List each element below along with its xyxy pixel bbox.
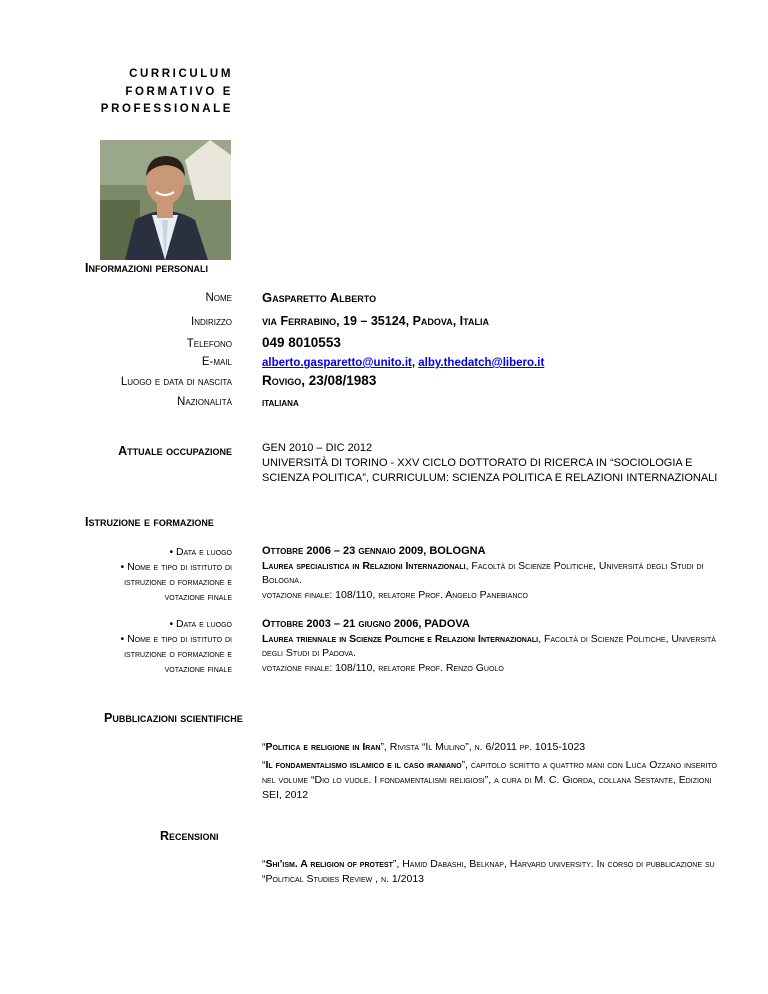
label-name: Nome bbox=[205, 292, 232, 304]
document-title: CURRICULUM FORMATIVO E PROFESSIONALE bbox=[100, 68, 233, 115]
education-date-place: Ottobre 2003 – 21 giugno 2006, PADOVA bbox=[262, 618, 470, 630]
email-link-libero[interactable]: alby.thedatch@libero.it bbox=[418, 357, 545, 369]
education-labels-2: • Data e luogo • Nome e tipo di istituto di istruzione o formazione e votazione finale bbox=[120, 618, 232, 675]
publication-item: “Politica e religione in Iran”, Rivista “Il Mulino”, n. 6/2011 pp. 1015-1023 bbox=[262, 741, 586, 753]
value-birth: Rovigo, 23/08/1983 bbox=[262, 373, 377, 388]
publication-item: “Il fondamentalismo islamico e il caso iraniano”, capitolo scritto a quattro mani con Luca Ozzano inserito nel volume “Dio lo vuole. I fondamentalismi religiosi”, a cura di M. C. Giorda, collana Sestante, Edizioni SEI, 2012 bbox=[262, 759, 717, 801]
education-institution: , Facoltà di Scienze Politiche, Università degli Studi di Bologna. bbox=[262, 559, 704, 586]
label-email: E-mail bbox=[201, 356, 232, 368]
education-labels-1: • Data e luogo • Nome e tipo di istituto di istruzione o formazione e votazione finale bbox=[120, 546, 232, 603]
education-date-place: Ottobre 2006 – 23 gennaio 2009, BOLOGNA bbox=[262, 545, 486, 557]
education-institution: , Facoltà di Scienze Politiche, Università degli Studi di Padova. bbox=[262, 632, 716, 659]
value-nationality: italiana bbox=[262, 395, 299, 409]
education-item-1 bbox=[262, 544, 722, 602]
review-title: Shi’ism. A religion of protest bbox=[265, 858, 393, 870]
section-header-reviews: Recensioni bbox=[160, 829, 219, 843]
label-phone: Telefono bbox=[186, 338, 232, 350]
education-degree: Laurea triennale in Scienze Politiche e Relazioni Internazionali bbox=[262, 632, 539, 645]
value-address: via Ferrabino, 19 – 35124, Padova, Italia bbox=[262, 314, 489, 328]
education-degree: Laurea specialistica in Relazioni Internazionali bbox=[262, 559, 466, 572]
label-nationality: Nazionalità bbox=[177, 396, 232, 408]
section-header-personal: Informazioni personali bbox=[85, 261, 208, 275]
occupation-description: UNIVERSITÀ DI TORINO - XXV CICLO DOTTORATO DI RICERCA IN “SOCIOLOGIA E SCIENZA POLITICA”, CURRICULUM: SCIENZA POLITICA E RELAZIONI INTERNAZIONALI bbox=[262, 457, 718, 484]
review-item: “Shi’ism. A religion of protest”, Hamid Dabashi, Belknap, Harvard university. In corso di pubblicazione su “Political Studies Review , n. 1/2013 bbox=[262, 858, 715, 885]
label-birth: Luogo e data di nascita bbox=[120, 376, 232, 388]
section-header-education: Istruzione e formazione bbox=[85, 515, 214, 529]
publication-title: Il fondamentalismo islamico e il caso iraniano bbox=[265, 759, 462, 771]
profile-photo bbox=[100, 140, 231, 260]
email-link-unito[interactable]: alberto.gasparetto@unito.it bbox=[262, 357, 412, 369]
publication-title: Politica e religione in Iran bbox=[265, 741, 381, 753]
section-header-occupation: Attuale occupazione bbox=[118, 444, 232, 458]
education-grade: votazione finale: 108/110, relatore Prof. Angelo Panebianco bbox=[262, 588, 528, 601]
section-header-publications: Pubblicazioni scientifiche bbox=[104, 711, 243, 725]
label-address: Indirizzo bbox=[191, 316, 232, 328]
value-name: Gasparetto Alberto bbox=[262, 290, 377, 305]
value-email bbox=[262, 355, 544, 369]
occupation-block bbox=[262, 441, 732, 486]
value-phone: 049 8010553 bbox=[262, 335, 341, 350]
email-separator: , bbox=[411, 357, 419, 369]
education-item-2 bbox=[262, 617, 722, 675]
education-grade: votazione finale: 108/110, relatore Prof. Renzo Guolo bbox=[262, 661, 504, 674]
occupation-period: GEN 2010 – DIC 2012 bbox=[262, 442, 373, 454]
